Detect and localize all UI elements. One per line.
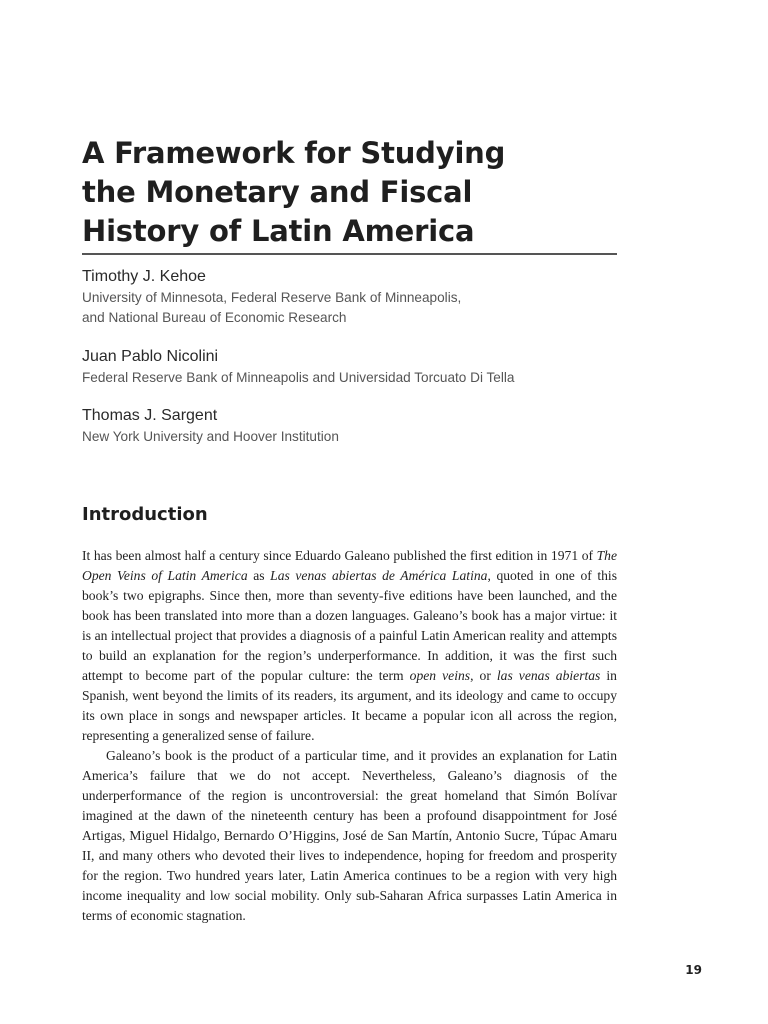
paragraph-1	[82, 546, 617, 746]
author-affiliation	[82, 288, 622, 328]
text-run: as	[247, 568, 271, 583]
text-run: , quoted in one of this book’s two epigraphs. Since then, more than seventy-five editions have been launched, and the book has been translated into more than a dozen languages. Galeano’s book has a major virtue: it is an intellectual project that provides a diagnosis of a painful Latin American reality and attempts to build an explanation for the region’s underperformance. In addition, it was the first such attempt to become part of the popular culture: the term	[82, 568, 618, 683]
title-line: the Monetary and Fiscal	[82, 175, 473, 209]
page-number: 19	[685, 963, 702, 977]
chapter-title	[82, 134, 622, 251]
title-divider	[82, 253, 617, 255]
author-name: Timothy J. Kehoe	[82, 268, 206, 285]
affiliation-line: University of Minnesota, Federal Reserve Bank of Minneapolis,	[82, 290, 462, 305]
text-run: It has been almost half a century since Eduardo Galeano published the first edition in 1971 of	[82, 548, 597, 563]
italic-term-spanish: las venas abiertas	[496, 668, 601, 683]
italic-book-title-spanish: Las venas abiertas de América Latina	[270, 568, 488, 583]
paragraph-2: Galeano’s book is the product of a particular time, and it provides an explanation for Latin America’s failure that we do not accept. Nevertheless, Galeano’s diagnosis of the underperformance of the region is uncontroversial: the great homeland that Simón Bolívar imagined at the dawn of the nineteenth century has been a profound disappointment for José Artigas, Miguel Hidalgo, Bernardo O’Higgins, José de San Martín, Antonio Sucre, Túpac Amaru II, and many others who devoted their lives to independence, hoping for freedom and prosperity for the region. Two hundred years later, Latin America continues to be a region with very high income inequality and low social mobility. Only sub-Saharan Africa surpasses Latin America in terms of economic stagnation.	[82, 748, 617, 923]
italic-book-title: The Open Veins of Latin America	[82, 548, 617, 583]
author-block-sargent	[82, 406, 622, 447]
affiliation-line: Federal Reserve Bank of Minneapolis and Universidad Torcuato Di Tella	[82, 370, 515, 385]
text-run: , or	[470, 668, 497, 683]
author-name: Thomas J. Sargent	[82, 407, 218, 424]
text-run: in Spanish, went beyond the limits of its readers, its argument, and its ideology and came to occupy its own place in songs and newspaper articles. It became a popular icon all across the region, representing a generalized sense of failure.	[82, 668, 617, 743]
author-affiliation	[82, 427, 622, 447]
italic-term: open veins	[409, 668, 471, 683]
affiliation-line: New York University and Hoover Institution	[82, 429, 339, 444]
body-text	[82, 546, 617, 926]
author-block-nicolini	[82, 347, 622, 388]
affiliation-line: and National Bureau of Economic Research	[82, 310, 347, 325]
title-line: A Framework for Studying	[82, 136, 506, 170]
author-affiliation	[82, 368, 622, 388]
author-name: Juan Pablo Nicolini	[82, 348, 219, 365]
title-line: History of Latin America	[82, 214, 475, 248]
author-block-kehoe	[82, 267, 622, 328]
section-heading: Introduction	[82, 504, 208, 525]
